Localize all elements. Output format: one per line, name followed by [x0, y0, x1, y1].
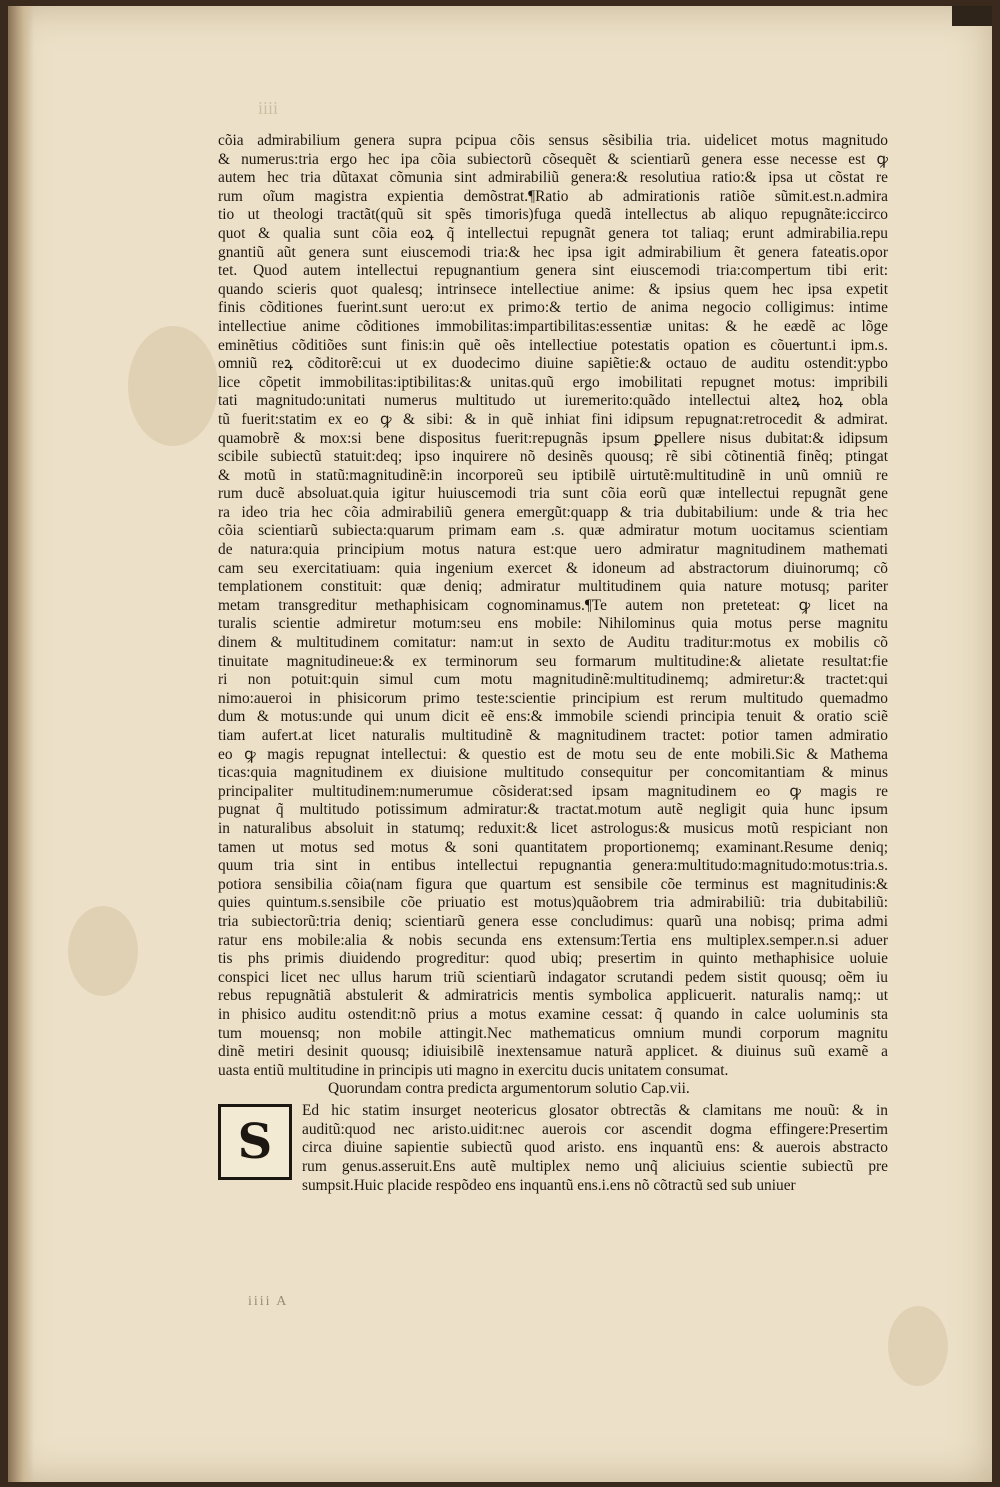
text-line: principaliter multitudinem:numerumue cõsiderat:sed ipsam magnitudinem eo ꝙ magis re: [218, 782, 888, 800]
text-line: rum oĩum magistra expientia demõstrat.¶Ratio ab admirationis ratiõe sũmit.est.n.admira: [218, 187, 888, 205]
page-corner-shadow: [952, 6, 992, 26]
text-line: templationem constituit: quæ deniq; admiratur multitudinem quia nature motusq; pariter: [218, 578, 888, 596]
text-line: in naturalibus absoluit in statumq; reduxit:& licet astrologus:& musicus motũ respiciant non: [218, 819, 888, 837]
signature-mark: iiii A: [248, 1294, 289, 1309]
text-line: nimo:aueroi in phisicorum primo teste:scientie principium est rerum multitudo quemadmo: [218, 689, 888, 707]
paper-stain: [128, 326, 218, 446]
text-line: turalis scientie admiretur motum:seu ens mobile: Nihilominus quia motus perse magnitu: [218, 615, 888, 633]
text-line: tamen ut motus sed motus & soni quantitatem proportionemq; examinant.Resume deniq;: [218, 838, 888, 856]
bleed-through-mark: iiii: [258, 98, 279, 118]
text-line: tum mouensq; non mobile attingit.Nec mathematicus omnium mundi corporum magnitu: [218, 1024, 888, 1042]
text-line: tinuitate magnitudineue:& ex terminorum seu formarum multitudine:& alietate resultat:fie: [218, 652, 888, 670]
text-line: ra ideo tria hec cõia admirabiliũ genera emergũt:quapp & tria dubitabilium: unde & tria hec: [218, 503, 888, 521]
text-line: tio ut theologi tractãt(quũ sit spẽs timoris)fuga quedã intellectus ab aliquo repugnãte:iccirco: [218, 206, 888, 224]
text-line: rum genus.asseruit.Ens autẽ multiplex nemo unq̃ aliciuius scientie subiectũ pre: [302, 1158, 888, 1176]
text-line: tũ fuerit:statim ex eo ꝙ & sibi: & in quẽ inhiat fini idipsum repugnat:retrocedit & admirat.: [218, 410, 888, 428]
text-line: autem hec tria dũtaxat cõmunia sint admirabiliũ genera:& resolutiua ratio:& ipsa ut cõstat re: [218, 169, 888, 187]
chapter-body: [218, 1102, 888, 1195]
text-line: omniũ reꝝ cõditorẽ:cui ut ex duodecimo diuine sapiẽtie:& octauo de auditu ostendit:ypbo: [218, 355, 888, 373]
text-line: eminẽtius cõditiões sunt finis:in quẽ oẽs intellectiue potestatis opation es cõuertunt.i ipm.s.: [218, 336, 888, 354]
text-line: auditũ:quod nec aristo.uidit:nec auerois cor ascendit dogma effingere:Presertim: [302, 1120, 888, 1138]
text-line: scibile subiectũ statuit:deq; ipso inquirere nõ desinẽs quousq; rẽ sibi cõtinentiã finẽq; ptingat: [218, 448, 888, 466]
text-line: cõia scientiarũ subiecta:quarum primam eam .s. quæ admiratur motum uocitamus scientiam: [218, 522, 888, 540]
text-line: lice cõpetit immobilitas:iptibilitas:& unitas.quũ ergo imobilitati repugnet motus: impribili: [218, 373, 888, 391]
book-page: [8, 6, 992, 1482]
text-line: quando scieris quot qualesq; intrinsece intellectiue anime: & ipsius quem hec ipsa expetit: [218, 280, 888, 298]
text-line: ticas:quia magnitudinem ex diuisione multitudo consequitur per concomitantiam & minus: [218, 764, 888, 782]
text-line: uasta entiũ multitudine in principis uti magno in exercitu ducis unitatem consumat.: [218, 1061, 729, 1079]
text-line: tet. Quod autem intellectui repugnantium genera sint eiuscemodi tria:compertum tibi erit:: [218, 262, 888, 280]
text-line: cõia admirabilium genera supra pcipua cõis sensus sẽsibilia tria. uidelicet motus magnitudo: [218, 132, 888, 149]
chapter-heading: Quorundam contra predicta argumentorum solutio Cap.vii.: [328, 1080, 690, 1098]
text-line: conspici licet nec ullus harum triũ scientiarũ indagator scrutandi pedem sistit quousq; oẽm iu: [218, 968, 888, 986]
text-line: circa diuine sapientie subiectũ quod aristo. ens inquantũ ens: & auerois abstracto: [302, 1139, 888, 1157]
text-line: pugnat q̃ multitudo potissimum admiratur:& tractat.motum autẽ negligit quia hunc ipsum: [218, 801, 888, 819]
text-line: de natura:quia principium motus natura est:que uero admiratur magnitudinem mathemati: [218, 541, 888, 559]
text-line: intellectiue anime cõditiones immobilitas:impartibilitas:essentiæ unitas: & he eædẽ ac lõge: [218, 317, 888, 335]
text-line: cam seu exercitatiuam: quia ingenium exercet & idoneum ad abstractorum diuinorumq; cõ: [218, 559, 888, 577]
main-paragraph: [218, 132, 888, 1080]
text-line: metam transgreditur methaphisicam cognominamus.¶Te autem non preteteat: ꝙ licet na: [218, 596, 888, 614]
text-line: tria subiectorũ:tria deniq; scientiarũ genera esse concludimus: quarũ una nobisq; prima admi: [218, 912, 888, 930]
text-line: tis phs primis diuidendo progreditur: quod ubiq; presertim in quinto methaphisice uoluie: [218, 950, 888, 968]
text-line: ratur ens mobile:alia & nobis secunda ens extensum:Tertia ens multiplex.semper.n.si aduer: [218, 931, 888, 949]
text-line: tiam aufert.at licet naturalis multitudinẽ & magnitudinem tractet: potior tamen admiratio: [218, 727, 888, 744]
page-gutter: [8, 6, 34, 1482]
text-line: quamobrẽ & mox:si bene dispositus fuerit:repugnãs ipsum ꝑpellere nisus dubitat:& idipsum: [218, 429, 888, 447]
text-line: sumpsit.Huic placide respõdeo ens inquantũ ens.i.ens nõ cõtractũ sed sub uniuer: [302, 1176, 796, 1194]
text-line: dinẽ metiri desinit quousq; idiuisibilẽ inextensamue naturã applicet. & diuinus suũ examẽ a: [218, 1043, 888, 1061]
text-line: Ed hic statim insurget neotericus glosator obtrectãs & clamitans me nouũ: & in: [302, 1102, 888, 1120]
text-line: quum tria sint in entibus intellectui repugnantia genera:multitudo:magnitudo:motus:tria.s.: [218, 857, 888, 875]
text-line: finis cõditiones fuerint.sunt uero:ut ex primo:& tertio de anima negocio colligimus: intime: [218, 299, 888, 317]
text-line: ri non potuit:quin simul cum motu magnitudinẽ:multitudinemq; admiretur:& tractet:qui: [218, 671, 888, 689]
main-text: [218, 132, 888, 1195]
chapter-paragraph: [218, 1102, 888, 1195]
text-line: eo ꝙ magis repugnat intellectui: & questio est de motu seu de ente mobili.Sic & Mathema: [218, 745, 888, 763]
text-line: potiora sensibilia cõia(nam figura que quartum est sensibile cõe terminus est magnitudinis:&: [218, 875, 888, 893]
text-line: & motũ in statũ:magnitudinẽ:in incorporeũ seu iptibilẽ uirtutẽ:multitudinẽ in unũ omniũ re: [218, 466, 888, 484]
text-line: & numerus:tria ergo hec ipa cõia subiectorũ cõsequẽt & scientiarũ genera esse necesse est ꝙ: [218, 150, 888, 168]
text-line: tati magnitudo:unitati numerus multitudo ut iuremerito:quãdo intellectui alteꝝ hoꝝ obla: [218, 392, 888, 410]
text-line: rebus repugnãtiã abstulerit & admiratricis mentis symbolica applicuerit. naturalis namq;: ut: [218, 987, 888, 1005]
text-line: quies quintum.s.sensibile cõe priuatio est motus)quãobrem tria admirabiliũ: tria dubitabiliũ:: [218, 894, 888, 912]
paper-stain: [68, 906, 138, 996]
text-line: dinem & multitudinem comitatur: nam:ut in sexto de Auditu traditur:motus ex mobilis cõ: [218, 634, 888, 652]
decorated-initial: [218, 1104, 292, 1180]
text-line: rum ducẽ absoluat.quia igitur huiuscemodi tria sunt cõia eorũ quæ intellectui repugnãt gene: [218, 485, 888, 503]
text-line: quot & qualia sunt cõia eoꝝ q̃ intellectui repugnãt genera tot taliaq; erunt admirabilia.repu: [218, 224, 888, 242]
paper-stain: [888, 1306, 948, 1386]
text-line: gnantiũ aũt genera sunt eiuscemodi tria:& hec ipsa igit admirabilium ẽt genera fateatis.opor: [218, 243, 888, 261]
text-line: in phisico auditu ostendit:nõ prius a motus examine cessat: q̃ quando in calce uoluminis sta: [218, 1005, 888, 1023]
initial-letter: S: [237, 1113, 273, 1170]
text-line: dum & motus:unde qui unum dicit eẽ ens:& immobile sciendi principia tenuit & oratio sciẽ: [218, 708, 888, 726]
